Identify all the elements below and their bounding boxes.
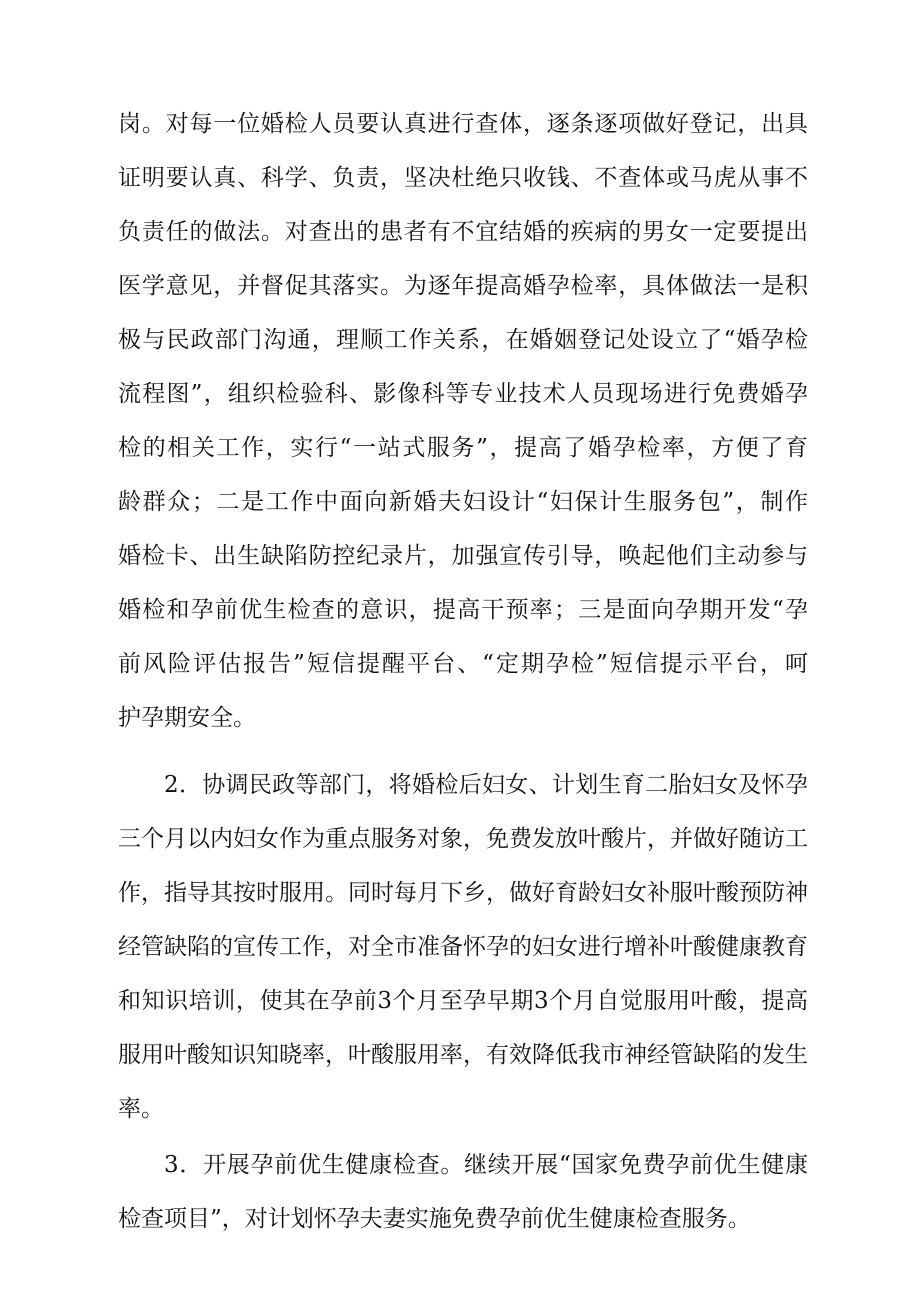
paragraph-2-line-4: 经管缺陷的宣传工作，对全市准备怀孕的妇女进行增补叶酸健康教育 xyxy=(118,934,808,960)
paragraph-2-line-2: 三个月以内妇女作为重点服务对象，免费发放叶酸片，并做好随访工 xyxy=(118,826,808,852)
paragraph-2-line-7: 率。 xyxy=(118,1096,164,1122)
paragraph-1-line-4: 医学意见，并督促其落实。为逐年提高婚孕检率，具体做法一是积 xyxy=(118,273,808,299)
paragraph-2-line-1: 2．协调民政等部门，将婚检后妇女、计划生育二胎妇女及怀孕 xyxy=(164,772,808,798)
paragraph-1-line-6: 流程图”，组织检验科、影像科等专业技术人员现场进行免费婚孕 xyxy=(118,381,808,407)
paragraph-1-line-1: 岗。对每一位婚检人员要认真进行查体，逐条逐项做好登记，出具 xyxy=(118,111,808,137)
paragraph-2-line-6: 服用叶酸知识知晓率，叶酸服用率，有效降低我市神经管缺陷的发生 xyxy=(118,1042,808,1068)
paragraph-1-line-11: 前风险评估报告”短信提醒平台、“定期孕检”短信提示平台，呵 xyxy=(118,651,808,677)
paragraph-1-line-3: 负责任的做法。对查出的患者有不宜结婚的疾病的男女一定要提出 xyxy=(118,219,808,245)
paragraph-1-line-7: 检的相关工作，实行“一站式服务”，提高了婚孕检率，方便了育 xyxy=(118,435,808,461)
paragraph-1-line-10: 婚检和孕前优生检查的意识，提高干预率；三是面向孕期开发“孕 xyxy=(118,597,808,623)
paragraph-2-line-3: 作，指导其按时服用。同时每月下乡，做好育龄妇女补服叶酸预防神 xyxy=(118,880,808,906)
paragraph-3-line-1: 3．开展孕前优生健康检查。继续开展“国家免费孕前优生健康 xyxy=(164,1152,808,1178)
paragraph-1-line-2: 证明要认真、科学、负责，坚决杜绝只收钱、不查体或马虎从事不 xyxy=(118,165,808,191)
paragraph-1-line-9: 婚检卡、出生缺陷防控纪录片，加强宣传引导，唤起他们主动参与 xyxy=(118,543,808,569)
paragraph-1-line-12: 护孕期安全。 xyxy=(118,705,256,731)
paragraph-3-line-2: 检查项目”，对计划怀孕夫妻实施免费孕前优生健康检查服务。 xyxy=(118,1206,751,1232)
paragraph-1-line-8: 龄群众；二是工作中面向新婚夫妇设计“妇保计生服务包”，制作 xyxy=(118,489,808,515)
paragraph-1-line-5: 极与民政部门沟通，理顺工作关系，在婚姻登记处设立了“婚孕检 xyxy=(118,327,808,353)
paragraph-2-line-5: 和知识培训，使其在孕前3个月至孕早期3个月自觉服用叶酸，提高 xyxy=(118,988,808,1014)
